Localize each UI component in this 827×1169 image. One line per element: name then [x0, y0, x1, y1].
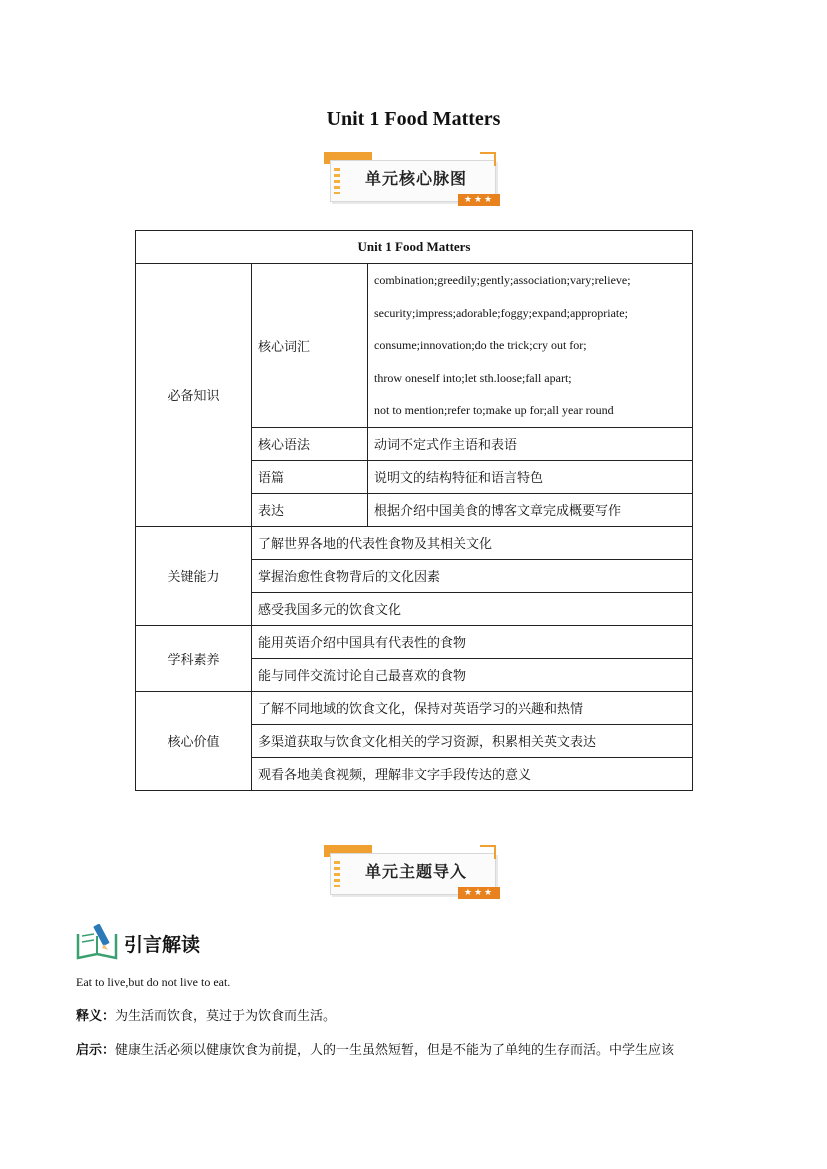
- vocab-cell: [368, 264, 693, 428]
- banner-theme-intro: [324, 845, 500, 905]
- stars-icon: ★★★: [458, 194, 500, 206]
- category-cell: 必备知识: [136, 264, 252, 527]
- category-cell: 核心价值: [136, 691, 252, 790]
- qishi-paragraph: [76, 1039, 674, 1058]
- book-pencil-icon: [76, 924, 120, 960]
- content-cell: 掌握治愈性食物背后的文化因素: [252, 559, 693, 592]
- subcategory-cell: 核心语法: [252, 427, 368, 460]
- core-map-table: [135, 230, 693, 791]
- content-cell: 感受我国多元的饮食文化: [252, 592, 693, 625]
- content-cell: 说明文的结构特征和语言特色: [368, 460, 693, 493]
- qishi-text: 健康生活必须以健康饮食为前提，人的一生虽然短暂，但是不能为了单纯的生存而活。中学生应该: [115, 1043, 675, 1058]
- content-cell: 动词不定式作主语和表语: [368, 427, 693, 460]
- vocab-line: combination;greedily;gently;association;vary;relieve;: [374, 273, 631, 287]
- content-cell: 根据介绍中国美食的博客文章完成概要写作: [368, 493, 693, 526]
- section-heading-text: 引言解读: [124, 934, 201, 956]
- subcategory-cell: 表达: [252, 493, 368, 526]
- banner-core-map: [324, 152, 500, 212]
- vocab-line: consume;innovation;do the trick;cry out for;: [374, 338, 587, 352]
- page-title: Unit 1 Food Matters: [326, 108, 501, 130]
- content-cell: 多渠道获取与饮食文化相关的学习资源，积累相关英文表达: [252, 724, 693, 757]
- content-cell: 了解世界各地的代表性食物及其相关文化: [252, 526, 693, 559]
- vocab-line: not to mention;refer to;make up for;all year round: [374, 403, 614, 417]
- subcategory-cell: 语篇: [252, 460, 368, 493]
- content-cell: 了解不同地域的饮食文化，保持对英语学习的兴趣和热情: [252, 691, 693, 724]
- table-header: Unit 1 Food Matters: [136, 231, 693, 264]
- banner-label: 单元主题导入: [364, 862, 467, 881]
- content-cell: 观看各地美食视频，理解非文字手段传达的意义: [252, 757, 693, 790]
- qishi-label: 启示：: [76, 1043, 116, 1058]
- banner-label: 单元核心脉图: [364, 169, 467, 188]
- category-cell: 关键能力: [136, 526, 252, 625]
- vocab-line: security;impress;adorable;foggy;expand;appropriate;: [374, 305, 628, 320]
- stripes-decoration: [334, 861, 340, 887]
- category-cell: 学科素养: [136, 625, 252, 691]
- shiyi-paragraph: [76, 1005, 336, 1024]
- stars-icon: ★★★: [458, 887, 500, 899]
- vocab-line: throw oneself into;let sth.loose;fall apart;: [374, 370, 572, 385]
- shiyi-label: 释义：: [76, 1009, 116, 1024]
- content-cell: 能用英语介绍中国具有代表性的食物: [252, 625, 693, 658]
- stripes-decoration: [334, 168, 340, 194]
- content-cell: 能与同伴交流讨论自己最喜欢的食物: [252, 658, 693, 691]
- shiyi-text: 为生活而饮食，莫过于为饮食而生活。: [115, 1009, 337, 1024]
- quote-text: Eat to live,but do not live to eat.: [76, 975, 231, 989]
- subcategory-cell: 核心词汇: [252, 264, 368, 428]
